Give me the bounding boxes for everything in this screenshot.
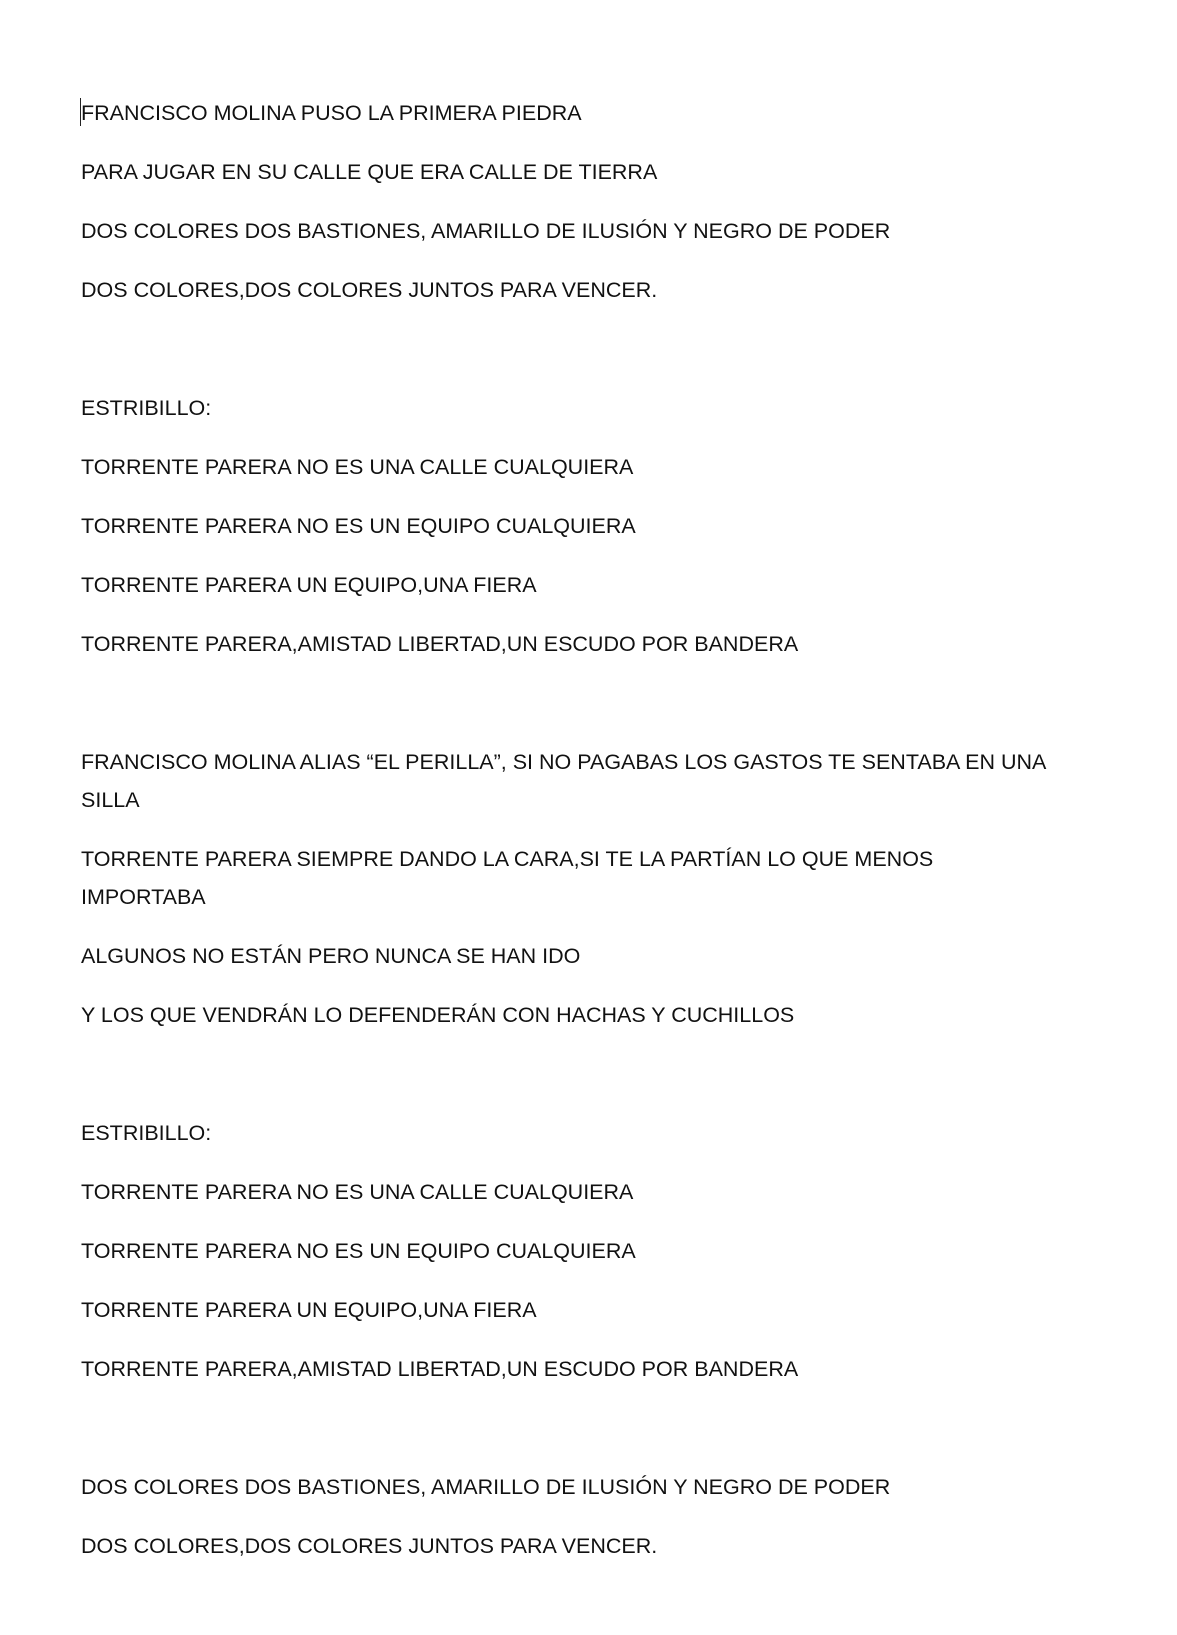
verse2-line-2: TORRENTE PARERA SIEMPRE DANDO LA CARA,SI TE LA PARTÍAN LO QUE MENOS IMPORTABA [81, 847, 934, 909]
chorus1-line-3: TORRENTE PARERA UN EQUIPO,UNA FIERA [81, 573, 537, 597]
chorus2-heading: ESTRIBILLO: [81, 1121, 212, 1145]
empty-paragraph [81, 1055, 1061, 1114]
verse2-line-1: FRANCISCO MOLINA ALIAS “EL PERILLA”, SI NO PAGABAS LOS GASTOS TE SENTABA EN UNA SILLA [81, 750, 1046, 812]
verse1-line-3: DOS COLORES DOS BASTIONES, AMARILLO DE ILUSIÓN Y NEGRO DE PODER [81, 219, 891, 243]
chorus1-heading: ESTRIBILLO: [81, 396, 212, 420]
verse2-line-4: Y LOS QUE VENDRÁN LO DEFENDERÁN CON HACHAS Y CUCHILLOS [81, 1003, 795, 1027]
ending-line-1: DOS COLORES DOS BASTIONES, AMARILLO DE ILUSIÓN Y NEGRO DE PODER [81, 1475, 891, 1499]
document-body[interactable] [81, 94, 1061, 1586]
verse1-line-2: PARA JUGAR EN SU CALLE QUE ERA CALLE DE TIERRA [81, 160, 658, 184]
empty-paragraph [81, 684, 1061, 743]
chorus1-line-2: TORRENTE PARERA NO ES UN EQUIPO CUALQUIERA [81, 514, 636, 538]
verse1-line-1 [81, 94, 1061, 132]
chorus2-line-1: TORRENTE PARERA NO ES UNA CALLE CUALQUIERA [81, 1180, 634, 1204]
chorus1-line-1: TORRENTE PARERA NO ES UNA CALLE CUALQUIERA [81, 455, 634, 479]
empty-paragraph [81, 330, 1061, 389]
verse2-line-3: ALGUNOS NO ESTÁN PERO NUNCA SE HAN IDO [81, 944, 581, 968]
verse1-line-1-text: FRANCISCO MOLINA PUSO LA PRIMERA PIEDRA [81, 101, 582, 125]
chorus2-line-4: TORRENTE PARERA,AMISTAD LIBERTAD,UN ESCUDO POR BANDERA [81, 1357, 799, 1381]
chorus2-line-2: TORRENTE PARERA NO ES UN EQUIPO CUALQUIERA [81, 1239, 636, 1263]
chorus1-line-4: TORRENTE PARERA,AMISTAD LIBERTAD,UN ESCUDO POR BANDERA [81, 632, 799, 656]
chorus2-line-3: TORRENTE PARERA UN EQUIPO,UNA FIERA [81, 1298, 537, 1322]
ending-line-2: DOS COLORES,DOS COLORES JUNTOS PARA VENCER. [81, 1534, 658, 1558]
empty-paragraph [81, 1409, 1061, 1468]
verse1-line-4: DOS COLORES,DOS COLORES JUNTOS PARA VENCER. [81, 278, 658, 302]
